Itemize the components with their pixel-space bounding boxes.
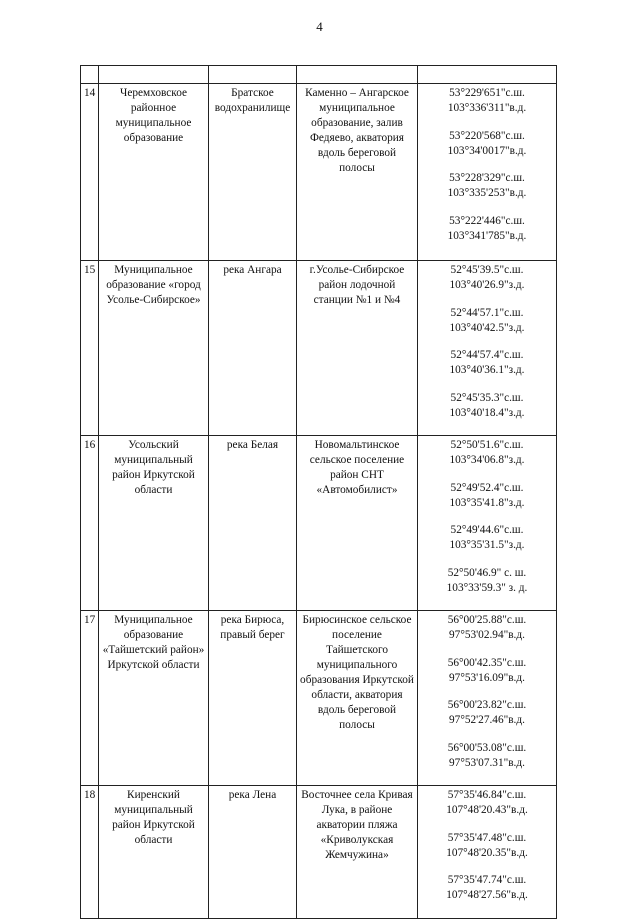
location-cell: Восточнее села Кривая Лука, в районе акватории пляжа «Криволукская Жемчужина» xyxy=(297,786,418,919)
longitude: 103°34'06.8"з.д. xyxy=(449,454,525,467)
latitude: 53°222'446"с.ш. xyxy=(449,214,525,227)
water-body-cell: Братское водохранилище xyxy=(209,84,297,261)
coordinate-point xyxy=(421,698,553,728)
latitude: 53°228'329"с.ш. xyxy=(449,172,525,185)
coordinates-cell xyxy=(418,611,557,786)
bathing-sites-table xyxy=(80,65,557,919)
longitude: 103°40'36.1"з.д. xyxy=(449,364,525,377)
longitude: 97°52'27.46"в.д. xyxy=(449,714,525,727)
longitude: 103°34'0017"в.д. xyxy=(447,144,527,157)
longitude: 103°335'253"в.д. xyxy=(447,187,527,200)
table-header-row xyxy=(81,66,557,84)
row-number: 14 xyxy=(81,84,99,261)
row-number: 17 xyxy=(81,611,99,786)
coordinates-cell xyxy=(418,261,557,436)
longitude: 107°48'20.43"в.д. xyxy=(446,804,528,817)
longitude: 103°40'18.4"з.д. xyxy=(449,406,525,419)
coordinate-point xyxy=(421,481,553,511)
coordinate-point xyxy=(421,391,553,421)
header-cell xyxy=(418,66,557,84)
coordinate-point xyxy=(421,656,553,686)
coordinate-point xyxy=(421,788,553,818)
header-cell xyxy=(297,66,418,84)
location-cell: Каменно – Ангарское муниципальное образование, залив Федяево, акватория вдоль береговой полосы xyxy=(297,84,418,261)
longitude: 103°336'311"в.д. xyxy=(447,102,527,115)
longitude: 97°53'02.94"в.д. xyxy=(449,629,525,642)
row-number: 18 xyxy=(81,786,99,919)
coordinate-point xyxy=(421,873,553,903)
longitude: 103°40'26.9"з.д. xyxy=(449,279,525,292)
municipality-cell: Муниципальное образование «город Усолье-Сибирское» xyxy=(99,261,209,436)
coordinate-point xyxy=(421,566,553,596)
header-cell xyxy=(81,66,99,84)
latitude: 52°45'39.5"с.ш. xyxy=(450,264,524,276)
coordinate-point xyxy=(421,129,553,159)
municipality-cell: Черемховское районное муниципальное образование xyxy=(99,84,209,261)
latitude: 52°50'46.9" с. ш. xyxy=(447,566,527,579)
table-row xyxy=(81,84,557,261)
latitude: 57°35'47.74"с.ш. xyxy=(447,874,527,887)
municipality-cell: Усольский муниципальный район Иркутской области xyxy=(99,436,209,611)
water-body-cell: река Лена xyxy=(209,786,297,919)
municipality-cell: Киренский муниципальный район Иркутской области xyxy=(99,786,209,919)
municipality-cell: Муниципальное образование «Тайшетский район» Иркутской области xyxy=(99,611,209,786)
row-number: 15 xyxy=(81,261,99,436)
coordinates-cell xyxy=(418,786,557,919)
table-row xyxy=(81,261,557,436)
coordinate-point xyxy=(421,214,553,244)
latitude: 52°45'35.3"с.ш. xyxy=(450,391,524,404)
water-body-cell: река Белая xyxy=(209,436,297,611)
coordinate-point xyxy=(421,171,553,201)
header-cell xyxy=(99,66,209,84)
longitude: 97°53'07.31"в.д. xyxy=(449,756,525,769)
latitude: 56°00'53.08"с.ш. xyxy=(447,741,527,754)
coordinates-cell xyxy=(418,84,557,261)
row-number: 16 xyxy=(81,436,99,611)
coordinate-point xyxy=(421,348,553,378)
longitude: 103°33'59.3" з. д. xyxy=(446,581,528,594)
coordinate-point xyxy=(421,741,553,771)
latitude: 52°49'44.6"с.ш. xyxy=(450,524,524,537)
longitude: 107°48'20.35"в.д. xyxy=(446,846,528,859)
latitude: 56°00'42.35"с.ш. xyxy=(447,656,527,669)
coordinate-point xyxy=(421,306,553,336)
page-number: 4 xyxy=(316,19,323,34)
latitude: 57°35'47.48"с.ш. xyxy=(447,831,527,844)
latitude: 57°35'46.84"с.ш. xyxy=(447,789,527,802)
latitude: 52°49'52.4"с.ш. xyxy=(450,481,524,494)
coordinate-point xyxy=(421,263,553,293)
latitude: 56°00'23.82"с.ш. xyxy=(447,699,527,712)
latitude: 53°220'568"с.ш. xyxy=(449,129,525,142)
location-cell: г.Усолье-Сибирское район лодочной станции №1 и №4 xyxy=(297,261,418,436)
table-row xyxy=(81,436,557,611)
coordinates-cell xyxy=(418,436,557,611)
location-cell: Новомальтинское сельское поселение район СНТ «Автомобилист» xyxy=(297,436,418,611)
latitude: 52°50'51.6"с.ш. xyxy=(450,439,524,452)
longitude: 97°53'16.09"в.д. xyxy=(449,671,525,684)
coordinate-point xyxy=(421,613,553,643)
table-row xyxy=(81,786,557,919)
latitude: 52°44'57.4"с.ш. xyxy=(450,349,524,362)
coordinate-point xyxy=(421,86,553,116)
longitude: 103°35'41.8"з.д. xyxy=(449,496,525,509)
latitude: 56°00'25.88"с.ш. xyxy=(447,614,527,627)
longitude: 103°35'31.5"з.д. xyxy=(449,539,525,552)
coordinate-point xyxy=(421,438,553,468)
longitude: 107°48'27.56"в.д. xyxy=(446,889,528,902)
table-row xyxy=(81,611,557,786)
latitude: 52°44'57.1"с.ш. xyxy=(450,306,524,319)
water-body-cell: река Ангара xyxy=(209,261,297,436)
coordinate-point xyxy=(421,831,553,861)
latitude: 53°229'651"с.ш. xyxy=(449,87,525,99)
location-cell: Бирюсинское сельское поселение Тайшетского муниципального образования Иркутской области, акватория вдоль береговой полосы xyxy=(297,611,418,786)
water-body-cell: река Бирюса, правый берег xyxy=(209,611,297,786)
longitude: 103°341'785"в.д. xyxy=(447,229,527,242)
longitude: 103°40'42.5"з.д. xyxy=(449,321,525,334)
coordinate-point xyxy=(421,523,553,553)
header-cell xyxy=(209,66,297,84)
